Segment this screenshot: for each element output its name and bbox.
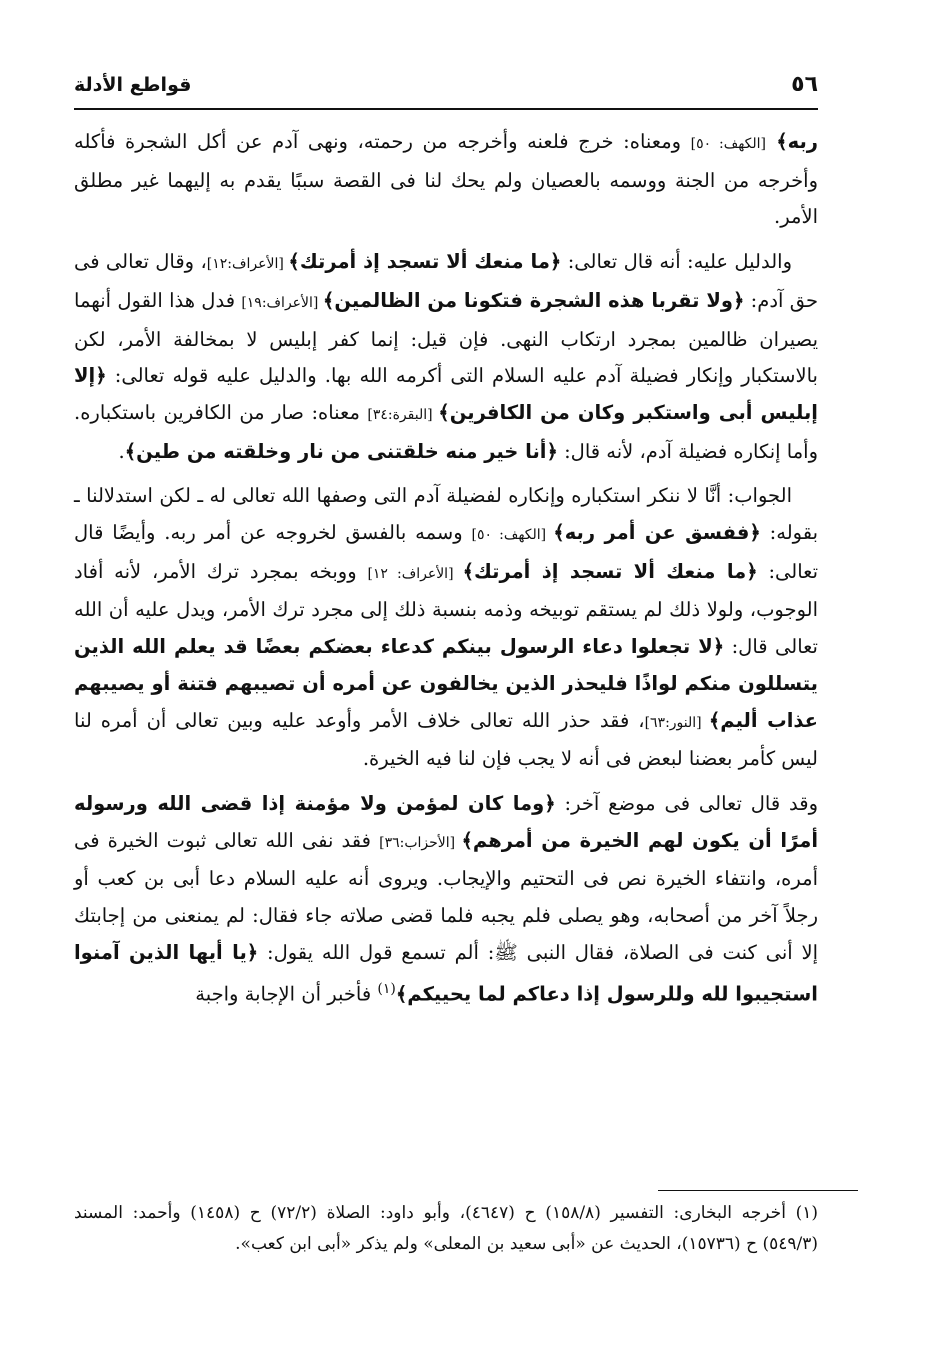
- paragraph-3: [74, 478, 818, 778]
- quran-fragment: ربه: [787, 130, 818, 153]
- paragraph-4: [74, 786, 818, 1014]
- verse-reference: [الكهف: ٥٠]: [471, 527, 554, 544]
- text-run: ووبخه بمجرد ترك الأمر، لأنه أفاد الوجوب، ولولا ذلك لم يستقم توبيخه وذمه بنسبة ذلك إلى مجرد ترك الأمر، ويدل عليه أن الله تعالى قال:: [74, 559, 818, 659]
- quran-quote: ﴿لا تجعلوا دعاء الرسول بينكم كدعاء بعضكم بعضًا قد يعلم الله الذين يتسللون منكم لواذًا فليحذر الذين يخالفون عن أمره أن تصيبهم فتنة أو يصيبهم عذاب أليم﴾: [74, 635, 818, 732]
- quran-quote: ﴿إلا إبليس أبى واستكبر وكان من الكافرين﴾: [74, 364, 818, 424]
- verse-reference: [الأعراف:١٢]: [206, 256, 289, 273]
- paragraph-1: [74, 124, 818, 236]
- text-run: وسمه بالفسق لخروجه عن أمر ربه. وأيضًا قال تعالى:: [74, 521, 819, 583]
- text-run: وقد قال تعالى فى موضع آخر:: [555, 791, 819, 815]
- footnote-divider: [658, 1190, 858, 1191]
- verse-reference: [الأعراف:١٩]: [241, 294, 323, 311]
- text-run: فأخبر أن الإجابة واجبة: [195, 982, 378, 1006]
- verse-reference: [الكهف: ٥٠]: [690, 136, 767, 152]
- verse-reference: [النور:٦٣]: [644, 714, 709, 731]
- quran-quote: ﴿ما منعك ألا تسجد إذ أمرتك﴾: [462, 559, 758, 583]
- text-run: .: [118, 439, 125, 463]
- verse-reference: [الأحزاب:٣٦]: [379, 834, 462, 851]
- text-run: ومعناه: خرج فلعنه وأخرجه من رحمته، ونهى آدم عن أكل الشجرة فأكله وأخرجه من الجنة ووسمه بالعصيان ولم يحك لنا فى القصة سببًا يقدم به إليهما غير مطلق الأمر.: [74, 130, 818, 229]
- text-run: ، وقال تعالى فى حق آدم:: [74, 250, 819, 312]
- running-title: قواطع الأدلة: [74, 74, 192, 96]
- paragraph-2: [74, 244, 818, 470]
- quran-quote: ﴿وما كان لمؤمن ولا مؤمنة إذا قضى الله ورسوله أمرًا أن يكون لهم الخيرة من أمرهم﴾: [74, 791, 819, 852]
- text-run: فدل هذا القول أنهما يصيران ظالمين بمجرد ارتكاب النهى. فإن قيل: إنما كفر إبليس لا بمخالفة الأمر، لكن بالاستكبار وإنكار فضيلة آدم عليه السلام التى أكرمه الله بها. والدليل عليه قوله تعالى:: [74, 288, 818, 388]
- verse-reference: [الأعراف: ١٢]: [367, 565, 463, 582]
- footnotes: [74, 1198, 818, 1260]
- text-run: فقد نفى الله تعالى ثبوت الخيرة فى أمره، وانتفاء الخيرة نص فى التحتيم والإيجاب. ويروى أنه عليه السلام دعا أبى بن كعب أو رجلاً آخر من أصحابه، وهو يصلى فلم يجبه فلما قضى صلاته جاء فقال: لم يمنعنى من إجابتك إلا أنى كنت فى الصلاة، فقال النبى ﷺ: ألم تسمع قول الله يقول:: [74, 828, 819, 964]
- body-text: [74, 124, 818, 1022]
- footnote-marker[interactable]: (١): [377, 981, 396, 998]
- verse-reference: [البقرة:٣٤]: [367, 406, 439, 423]
- quran-quote: ﴿ففسق عن أمر ربه﴾: [553, 521, 761, 545]
- footnote-1: (١) أخرجه البخارى: التفسير (١٥٨/٨) ح (٤٦٤٧)، وأبو داود: الصلاة (٧٢/٢) ح (١٤٥٨) وأحمد: المسند (٥٤٩/٣) ح (١٥٧٣٦)، الحديث عن «أبى سعيد بن المعلى» ولم يذكر «أبى ابن كعب».: [74, 1203, 819, 1254]
- quran-bracket: ﴾: [766, 130, 788, 153]
- quran-quote: ﴿ما منعك ألا تسجد إذ أمرتك﴾: [288, 250, 562, 274]
- page-header: [74, 68, 818, 110]
- text-run: والدليل عليه: أنه قال تعالى:: [561, 250, 792, 274]
- text-run: الجواب: أنَّا لا ننكر استكباره وإنكاره لفضيلة آدم التى وصفها الله تعالى له ـ لكن استدلالنا ـ بقوله:: [74, 484, 818, 545]
- text-run: ، فقد حذر الله تعالى خلاف الأمر وأوعد عليه وبين تعالى أن أمره لنا ليس كأمر بعضنا لبعض فى أنه لا يجب فإن لنا فيه الخيرة.: [74, 708, 818, 771]
- quran-quote: ﴿ولا تقربا هذه الشجرة فتكونا من الظالمين﴾: [322, 288, 745, 312]
- quran-quote: ﴿أنا خير منه خلقتنى من نار وخلقته من طين﴾: [124, 439, 558, 463]
- page-number: ٥٦: [791, 72, 818, 97]
- quran-quote: ﴿يا أيها الذين آمنوا استجيبوا لله وللرسول إذا دعاكم لما يحييكم﴾: [74, 940, 818, 1006]
- text-run: معناه: صار من الكافرين باستكباره. وأما إنكاره فضيلة آدم، لأنه قال:: [74, 400, 818, 463]
